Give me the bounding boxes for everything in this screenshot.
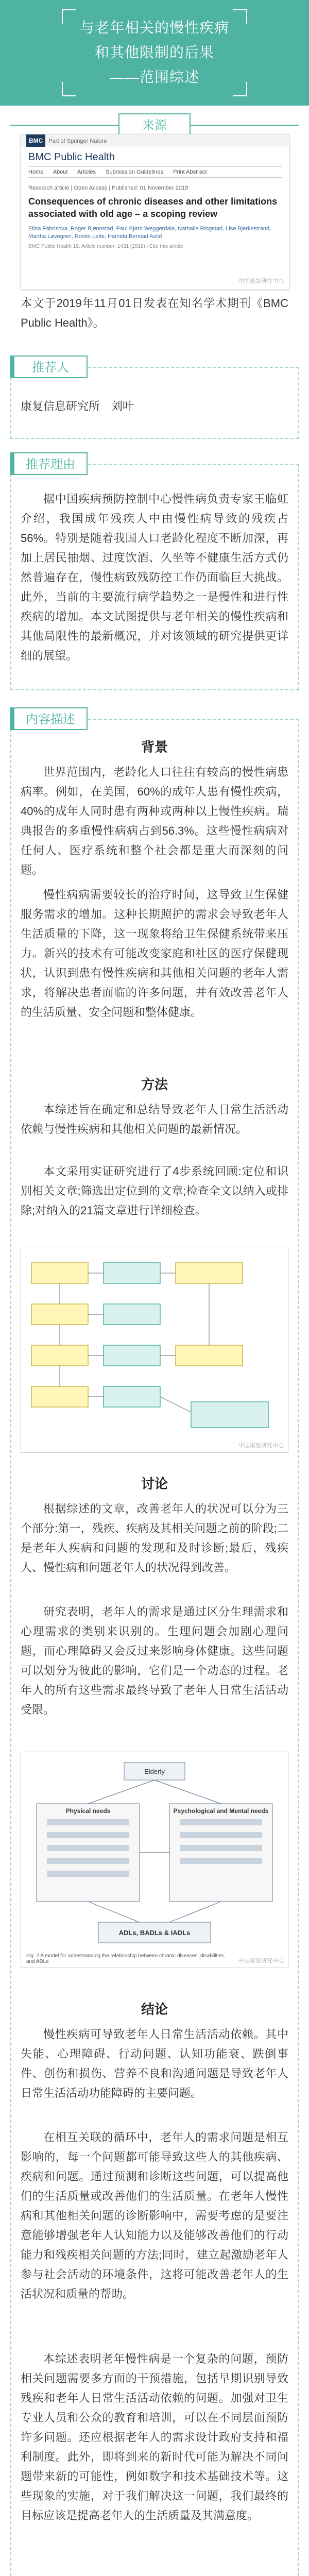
conclusion-paragraph-1: 慢性疾病可导致老年人日常生活活动依赖。其中失能、心理障碍、行动问题、认知功能衰、跌倒事件、创伤和损伤、营养不良和沟通问题是导致老年人日常生活活动功能障碍的主要问题。: [21, 2028, 288, 2099]
title-banner: [0, 0, 309, 106]
figure-caption: Fig. 2 A model for understanding the relationship between chronic diseases, disabilities, and ADLs: [26, 1953, 226, 1964]
banner-title-line-3: ——范围综述: [109, 69, 199, 85]
model-node-top: Elderly: [144, 1768, 165, 1775]
subheading-methods: 方法: [141, 1077, 168, 1092]
discussion-paragraph-2: 研究表明，老年人的需求是通过区分生理需求和心理需求的类别来识别的。生理问题会加剧心理问题，而心理障碍又会反过来影响身体健康。这些问题可以划分为彼此的影响，它们是一个动态的过程。老年人的所有这些需求最终导致了老年人日常生活活动受限。: [21, 1605, 288, 1716]
nav-item: About: [53, 169, 68, 175]
methods-paragraph-1: 本综述旨在确定和总结导致老年人日常生活活动依赖与慢性疾病和其他相关问题的最新情况。: [21, 1103, 288, 1136]
nav-item: Print Abstract: [173, 169, 207, 175]
paper-authors: Elina Fabrisova, Roger Bjønnstad, Paul Bjørn Weggerdale, Nathalie Ringstad, Lise Bjerkestrand, Martha Løvegren, Rostin Leite, Hamida Berstad Aslid: [28, 226, 271, 240]
nav-item: Home: [28, 169, 44, 175]
source-text: 本文于2019年11月01日发表在知名学术期刊《BMC Public Health》。: [21, 297, 288, 329]
background-paragraph-2: 慢性病病需要较长的治疗时间，这导致卫生保健服务需求的增加。这种长期照护的需求会导致老年人生活质量的下降，这一现象将给卫生保健系统带来压力。新兴的技术有可能改变家庭和社区的医疗保健现状，认识到患有慢性疾病和其他相关问题的老年人需求，将解决患者面临的许多问题，并有效改善老年人的生活质量、安全问题和整体健康。: [21, 888, 288, 1019]
watermark: 中国康复研究中心: [238, 1958, 284, 1964]
paper-title: Consequences of chronic diseases and other limitations associated with old age – a scoping review: [28, 196, 278, 219]
paper-citation: BMC Public Health 19, Article number: 1431 (2019) | Cite this article: [28, 244, 183, 249]
recommender-name: 康复信息研究所 刘叶: [21, 400, 134, 413]
flow-diagram: [21, 1247, 288, 1452]
needs-model-figure: [21, 1752, 288, 1968]
article-meta: Research article | Open Access | Published: 01 November 2019: [28, 185, 188, 191]
nav-item: Articles: [77, 169, 96, 175]
subheading-background: 背景: [141, 739, 168, 755]
section-heading-reason: 推荐理由: [10, 452, 88, 475]
banner-title-line-1: 与老年相关的慢性疾病: [79, 20, 229, 36]
needs-model-diagram: [21, 1752, 288, 1968]
methods-paragraph-2: 本文采用实证研究进行了4步系统回顾:定位和识别相关文章;筛选出定位到的文章;检查全文以纳入或排除;对纳入的21篇文章进行详细检查。: [21, 1165, 288, 1217]
journal-name: BMC Public Health: [28, 151, 115, 163]
conclusion-paragraph-3: 本综述表明老年慢性病是一个复杂的问题，预防相关问题需要多方面的干预措施，包括早期识别导致残疾和老年人日常生活活动依赖的问题。加强对卫生专业人员和公众的教育和培训，可以在不同层面预防许多问题。还应根据老年人的需求设计政府支持和福利制度。此外，即将到来的新时代可能为解决不同问题带来新的可能性，例如数字和技术基础技术等。这些现象的实施，对于我们解决这一问题，我们最终的目标应该是提高老年人的生活质量及其满意度。: [21, 2352, 288, 2522]
subheading-conclusion: 结论: [141, 2002, 168, 2017]
section-heading-source: 来源: [118, 113, 191, 136]
journal-nav: [28, 166, 282, 178]
model-node-bottom: ADLs, BADLs & IADLs: [118, 1929, 191, 1937]
background-paragraph-1: 世界范围内，老龄化人口往往有较高的慢性病患病率。例如，在美国，60%的成年人患有慢性疾病，40%的成年人同时患有两种或两种以上慢性疾病。瑞典报告的多重慢性病病占到56.3%。这些慢性病病对任何人、医疗系统和整个社会都是重大而深刻的问题。: [21, 766, 288, 876]
conclusion-paragraph-2: 在相互关联的循环中，老年人的需求问题是相互影响的，每一个问题都可能导致这些人的其他疾病、疾病和问题。通过预测和诊断这些问题，可以提高他们的生活质量或改善他们的生活质量。在老年人慢性病和其他相关问题的诊断影响中，需要考虑的是要注意能够增强老年人认知能力以及能够改善他们的行动能力和残疾相关问题的方法;同时，建立起激励老年人参与社会活动的环境条件，这将可能改善老年人的生活状况和质量的帮助。: [21, 2131, 288, 2300]
divider: [10, 125, 124, 126]
watermark: 中国康复研究中心: [238, 278, 284, 284]
prisma-flow-figure: [21, 1247, 288, 1453]
discussion-paragraph-1: 根据综述的文章，改善老年人的状况可以分为三个部分:第一，残疾、疾病及其相关问题之前的阶段;二是老年人疾病和问题的发现和及时诊断;最后，残疾人、慢性病和问题老年人的状况得到改善。: [21, 1502, 288, 1574]
model-node-right: Psychological and Mental needs: [173, 1807, 269, 1815]
bmc-logo: BMC: [26, 134, 45, 147]
model-node-left: Physical needs: [65, 1807, 111, 1815]
reason-text: 据中国疾病预防控制中心慢性病负责专家王临虹介绍，我国成年残疾人中由慢性病导致的残疾占56%。特别是随着我国人口老龄化程度不断加深，再加上居民抽烟、过度饮酒、久坐等不健康生活方式仍然普遍存在，慢性病致残防控工作仍面临巨大挑战。此外，当前的主要流行病学趋势之一是慢性和进行性疾病的增加。本文试图提供与老年相关的慢性疾病和其他局限性的最新概况，并对该领域的研究提供更详细的展望。: [21, 493, 288, 662]
divider: [185, 125, 299, 126]
nav-item: Submission Guidelines: [106, 169, 164, 175]
banner-title-line-2: 和其他限制的后果: [94, 44, 214, 60]
paper-screenshot: [21, 134, 289, 290]
section-heading-recommender: 推荐人: [10, 355, 88, 378]
watermark: 中国康复研究中心: [238, 1443, 284, 1449]
section-heading-content: 内容描述: [10, 707, 88, 730]
publisher-bar: BMC Part of Springer Nature: [21, 134, 289, 146]
subheading-discussion: 讨论: [141, 1476, 168, 1492]
